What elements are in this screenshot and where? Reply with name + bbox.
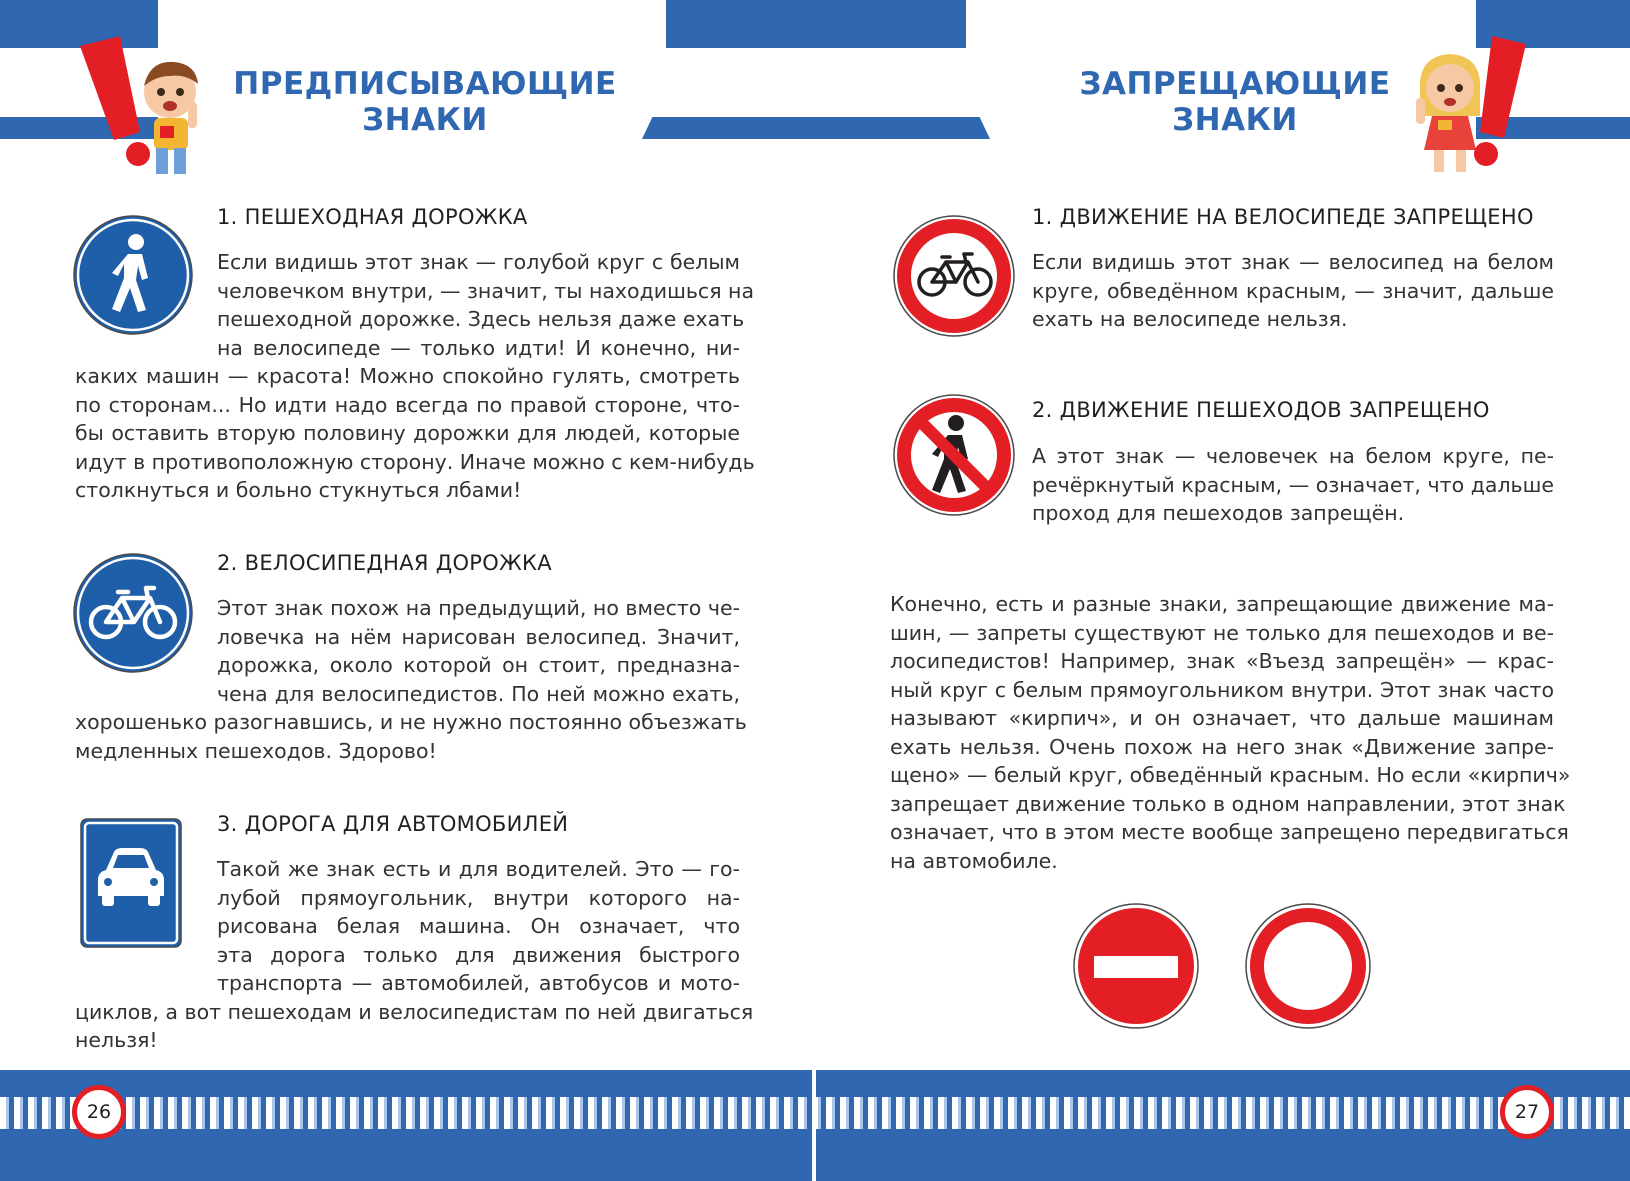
text-line: хорошенько разогнавшись, и не нужно постоянно объезжать [75,710,747,734]
text-line: Если видишь этот знак — голубой круг с белым [217,250,740,274]
left-body-1 [75,248,755,505]
text-line: эта дорога только для движения быстрого [217,942,740,967]
text-line: дорожка, около которой он стоит, предназна- [217,653,740,677]
text-line: чена для велосипедистов. По ней можно ехать, [217,681,740,706]
text-line: пешеходной дорожке. Здесь нельзя даже ехать [217,307,745,331]
right-heading-1: 1. ДВИЖЕНИЕ НА ВЕЛОСИПЕДЕ ЗАПРЕЩЕНО [1032,205,1534,229]
text-line: столкнуться и больно стукнуться лбами! [75,478,522,502]
text-line: ловечка на нём нарисован велосипед. Значит, [217,624,740,649]
left-body-2 [75,594,747,765]
left-title-line2: ЗНАКИ [362,102,488,138]
text-line: шин, — запреты существуют не только для пешеходов и ве- [890,620,1554,645]
text-line: Если видишь этот знак — велосипед на белом [1032,250,1554,274]
exclamation-icon [1470,36,1526,168]
text-line: запрещает движение только в одном направлении, этот знак [890,791,1566,816]
text-line: ный круг с белым прямоугольником внутри. Этот знак часто [890,677,1554,702]
right-body-1 [1032,248,1554,334]
text-line: означает, что в этом месте вообще запрещено передвигаться [890,820,1569,844]
text-line: идут в противоположную сторону. Иначе можно с кем-нибудь [75,449,755,474]
text-line: Конечно, есть и разные знаки, запрещающие движение ма- [890,592,1554,616]
boy-mascot-icon [130,52,212,176]
right-title-line1: ЗАПРЕЩАЮЩИЕ [1079,66,1391,102]
text-line: ехать на велосипеде нельзя. [1032,307,1348,331]
page-gutter [812,1070,816,1181]
left-body-3 [75,855,754,1055]
left-heading-3: 3. ДОРОГА ДЛЯ АВТОМОБИЛЕЙ [217,812,569,836]
text-line: на автомобиле. [890,848,1058,873]
text-line: рисована белая машина. Он означает, что [217,914,740,938]
right-body-2 [1032,442,1554,528]
left-heading-1: 1. ПЕШЕХОДНАЯ ДОРОЖКА [217,205,528,229]
right-paragraph [890,590,1571,875]
text-line: называют «кирпич», и он означает, что дальше машинам [890,706,1554,730]
text-line: лубой прямоугольник, внутри которого на- [217,885,740,910]
text-line: щено» — белый круг, обведённый красным. Но если «кирпич» [890,763,1571,787]
text-line: транспорта — автомобилей, автобусов и мото- [217,971,740,995]
right-page-title [1040,66,1430,138]
page-number-right: 27 [1500,1085,1554,1139]
no-vehicles-sign-icon [1244,902,1372,1030]
text-line: бы оставить вторую половину дорожки для людей, которые [75,421,740,445]
text-line: по сторонам... Но идти надо всегда по правой стороне, что- [75,392,740,417]
text-line: каких машин — красота! Можно спокойно гулять, смотреть [75,364,740,388]
text-line: проход для пешеходов запрещён. [1032,501,1405,525]
no-bicycles-sign-icon [892,214,1016,338]
text-line: медленных пешеходов. Здорово! [75,738,437,763]
left-title-line1: ПРЕДПИСЫВАЮЩИЕ [233,66,617,102]
text-line: на велосипеде — только идти! И конечно, ни- [217,335,740,360]
left-heading-2: 2. ВЕЛОСИПЕДНАЯ ДОРОЖКА [217,551,552,575]
text-line: Такой же знак есть и для водителей. Это — го- [217,857,740,881]
text-line: циклов, а вот пешеходам и велосипедистам по ней двигаться [75,999,754,1024]
header-band-center-top [666,0,966,48]
text-line: круге, обведённом красным, — значит, дальше [1032,278,1554,303]
left-page-title [230,66,620,138]
header-band-center-bottom [642,117,990,139]
right-heading-2: 2. ДВИЖЕНИЕ ПЕШЕХОДОВ ЗАПРЕЩЕНО [1032,398,1490,422]
right-title-line2: ЗНАКИ [1172,102,1298,138]
page-number-left: 26 [72,1085,126,1139]
no-entry-sign-icon [1072,902,1200,1030]
text-line: ехать нельзя. Очень похож на него знак «Движение запре- [890,734,1554,759]
text-line: нельзя! [75,1028,158,1052]
text-line: речёркнутый красным, — означает, что дальше [1032,472,1554,497]
text-line: лосипедистов! Например, знак «Въезд запрещён» — крас- [890,649,1554,673]
text-line: человечком внутри, — значит, ты находишься на [217,278,755,303]
text-line: А этот знак — человечек на белом круге, пе- [1032,444,1554,468]
no-pedestrians-sign-icon [892,393,1016,517]
text-line: Этот знак похож на предыдущий, но вместо че- [217,596,740,620]
